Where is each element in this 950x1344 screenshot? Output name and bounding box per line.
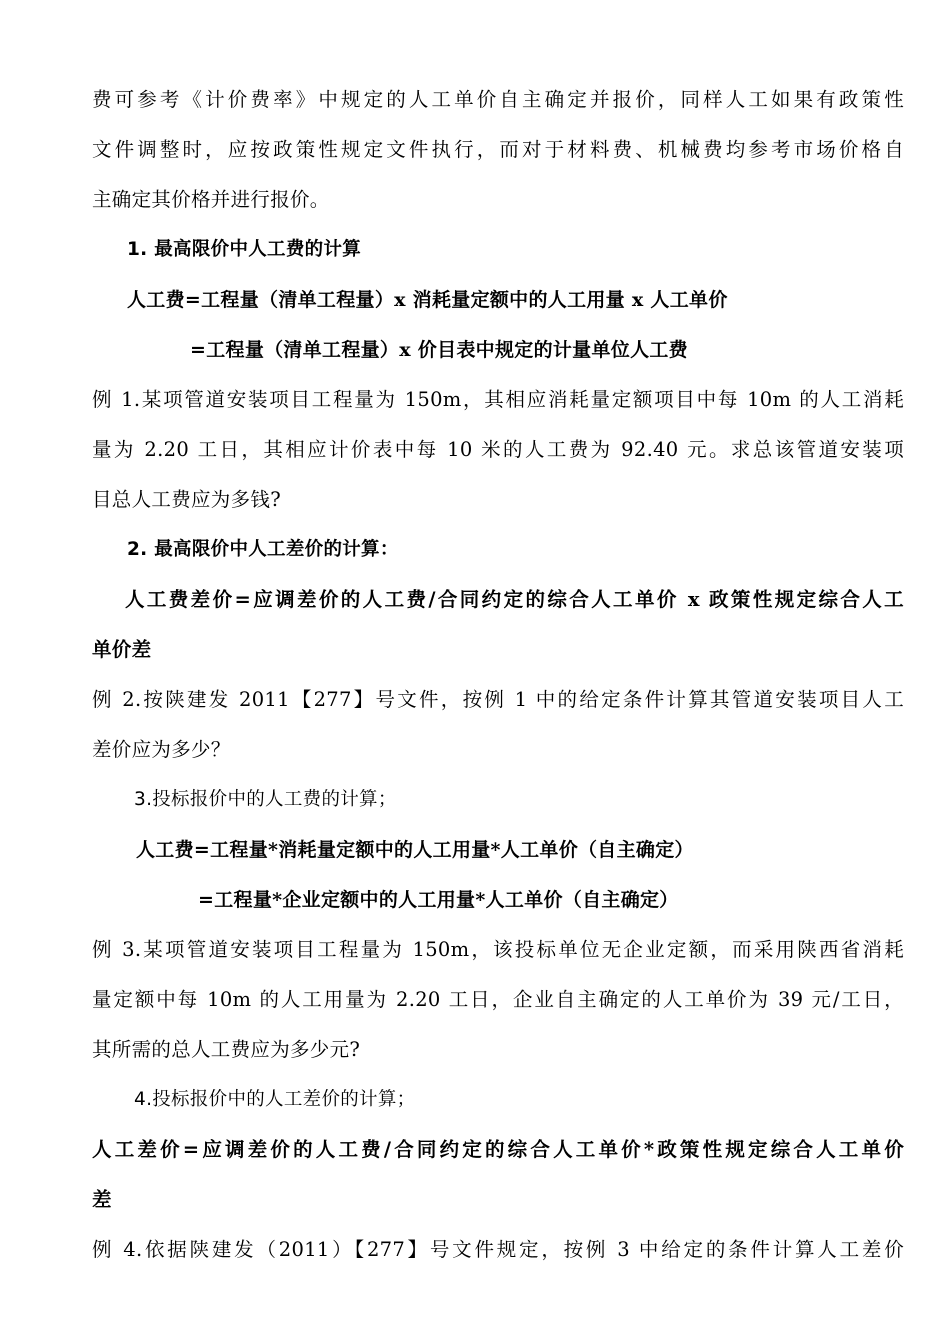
- body-text-line: 费可参考《计价费率》中规定的人工单价自主确定并报价，同样人工如果有政策性: [92, 88, 904, 111]
- formula-line: 人工差价=应调差价的人工费/合同约定的综合人工单价*政策性规定综合人工单价: [92, 1138, 904, 1161]
- formula-line: 人工费=工程量*消耗量定额中的人工用量*人工单价（自主确定）: [136, 839, 694, 861]
- formula-line: =工程量（清单工程量）x 价目表中规定的计量单位人工费: [190, 339, 688, 361]
- formula-line: 人工费=工程量（清单工程量）x 消耗量定额中的人工用量 x 人工单价: [127, 289, 728, 311]
- example-text-line: 例 3.某项管道安装项目工程量为 150m，该投标单位无企业定额，而采用陕西省消耗: [92, 938, 904, 961]
- formula-line: =工程量*企业定额中的人工用量*人工单价（自主确定）: [198, 889, 679, 911]
- example-text-line: 目总人工费应为多钱?: [92, 488, 281, 511]
- formula-line: 差: [92, 1188, 112, 1211]
- body-text-line: 文件调整时，应按政策性规定文件执行，而对于材料费、机械费均参考市场价格自: [92, 138, 904, 161]
- formula-line: 单价差: [92, 638, 152, 661]
- section-heading-1: 1. 最高限价中人工费的计算: [127, 239, 362, 260]
- section-heading-4: 4.投标报价中的人工差价的计算；: [134, 1089, 416, 1110]
- formula-line: 人工费差价=应调差价的人工费/合同约定的综合人工单价 x 政策性规定综合人工: [125, 588, 904, 611]
- body-text-line: 主确定其价格并进行报价。: [92, 188, 330, 211]
- example-text-line: 量为 2.20 工日，其相应计价表中每 10 米的人工费为 92.40 元。求总该管道安装项: [92, 438, 904, 461]
- example-text-line: 例 2.按陕建发 2011【277】号文件，按例 1 中的给定条件计算其管道安装项目人工: [92, 688, 904, 711]
- example-text-line: 差价应为多少？: [92, 738, 231, 761]
- example-text-line: 其所需的总人工费应为多少元?: [92, 1038, 361, 1061]
- example-text-line: 例 4.依据陕建发（2011）【277】号文件规定，按例 3 中给定的条件计算人工差价: [92, 1238, 904, 1261]
- example-text-line: 量定额中每 10m 的人工用量为 2.20 工日，企业自主确定的人工单价为 39 元/工日，: [92, 988, 904, 1011]
- section-heading-3: 3.投标报价中的人工费的计算；: [134, 789, 397, 810]
- example-text-line: 例 1.某项管道安装项目工程量为 150m，其相应消耗量定额项目中每 10m 的人工消耗: [92, 388, 904, 411]
- section-heading-2: 2. 最高限价中人工差价的计算：: [127, 539, 399, 560]
